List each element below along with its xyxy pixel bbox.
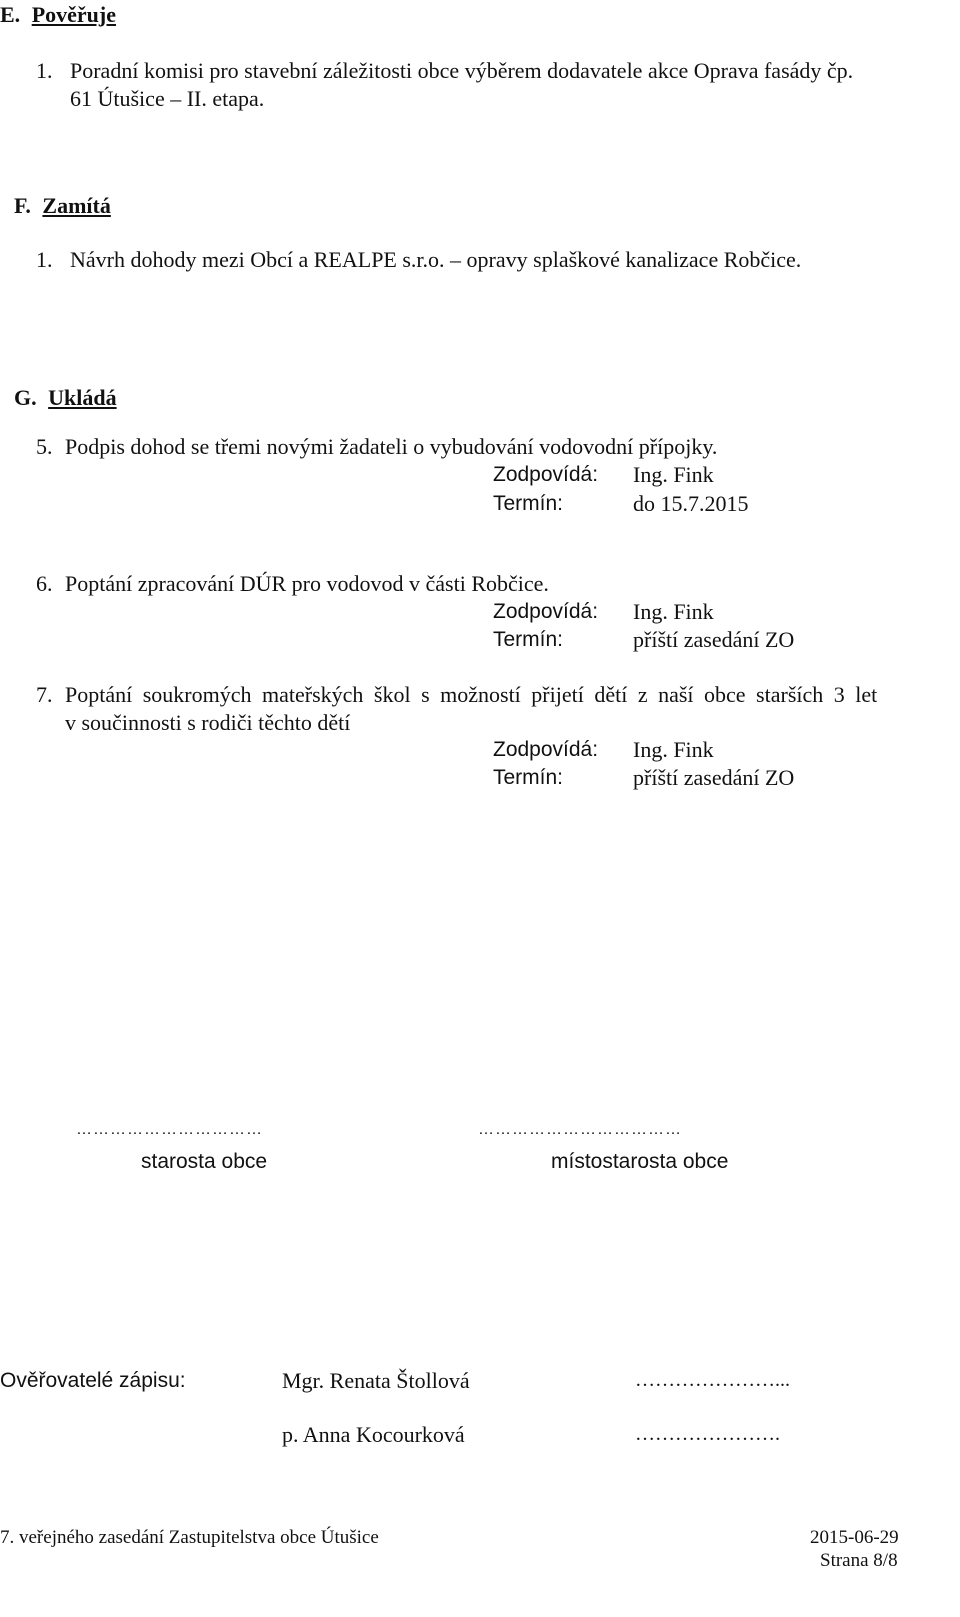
verifier-2-signature-line: ………………….	[635, 1423, 780, 1445]
section-g-item-7-term-label: Termín:	[493, 766, 564, 789]
section-g-item-7-resp-value: Ing. Fink	[633, 737, 714, 762]
section-g-item-6-resp-label: Zodpovídá:	[493, 600, 599, 623]
section-g-item-7-term-value: příští zasedání ZO	[633, 765, 795, 790]
section-g-item-6-resp-value: Ing. Fink	[633, 599, 714, 624]
section-f-heading	[14, 195, 111, 217]
section-g-item-7-num: 7.	[36, 682, 53, 707]
section-g-letter: G.	[14, 385, 37, 410]
section-f-title: Zamítá	[42, 193, 111, 218]
section-e-item-1-text-line2: 61 Útušice – II. etapa.	[70, 86, 265, 111]
section-g-item-6-term-value: příští zasedání ZO	[633, 627, 795, 652]
section-g-item-6-num: 6.	[36, 571, 53, 596]
section-g-title: Ukládá	[48, 385, 117, 410]
section-f-letter: F.	[14, 193, 31, 218]
section-g-item-5-resp-value: Ing. Fink	[633, 462, 714, 487]
footer-date: 2015-06-29	[810, 1527, 899, 1548]
footer-page-number: Strana 8/8	[820, 1550, 898, 1571]
deputy-mayor-signature-label: místostarosta obce	[551, 1150, 729, 1173]
section-g-item-5-resp-label: Zodpovídá:	[493, 463, 599, 486]
section-g-item-5-term-label: Termín:	[493, 492, 564, 515]
verifier-2-name: p. Anna Kocourková	[282, 1422, 465, 1447]
section-g-item-5-text: Podpis dohod se třemi novými žadateli o vybudování vodovodní přípojky.	[65, 434, 718, 459]
verifier-1-signature-line: …………………...	[635, 1369, 790, 1391]
deputy-mayor-signature-line: ………………………………	[478, 1121, 682, 1138]
section-f-item-1-text: Návrh dohody mezi Obcí a REALPE s.r.o. – opravy splaškové kanalizace Robčice.	[70, 247, 802, 272]
footer-meeting: 7. veřejného zasedání Zastupitelstva obce Útušice	[0, 1527, 379, 1548]
section-e-item-1-text-line1: Poradní komisi pro stavební záležitosti obce výběrem dodavatele akce Oprava fasády čp.	[70, 58, 854, 83]
section-g-item-6-text: Poptání zpracování DÚR pro vodovod v části Robčice.	[65, 571, 549, 596]
verifier-1-name: Mgr. Renata Štollová	[282, 1368, 470, 1393]
section-g-item-5-num: 5.	[36, 434, 53, 459]
verifiers-label: Ověřovatelé zápisu:	[0, 1369, 186, 1392]
section-e-heading	[0, 4, 116, 26]
section-g-item-7-text-line2: v součinnosti s rodiči těchto dětí	[65, 710, 351, 735]
mayor-signature-line: ……………………………	[76, 1121, 263, 1138]
section-e-letter: E.	[0, 2, 21, 27]
mayor-signature-label: starosta obce	[141, 1150, 268, 1173]
section-g-item-7-resp-label: Zodpovídá:	[493, 738, 599, 761]
section-g-heading	[14, 387, 117, 409]
section-g-item-7-text-line1: Poptání soukromých mateřských škol s možností přijetí dětí z naší obce starších 3 let	[65, 682, 878, 707]
section-g-item-6-term-label: Termín:	[493, 628, 564, 651]
section-g-item-5-term-value: do 15.7.2015	[633, 491, 749, 516]
section-e-title: Pověřuje	[31, 2, 116, 27]
section-e-item-1-num: 1.	[36, 58, 53, 83]
section-f-item-1-num: 1.	[36, 247, 53, 272]
